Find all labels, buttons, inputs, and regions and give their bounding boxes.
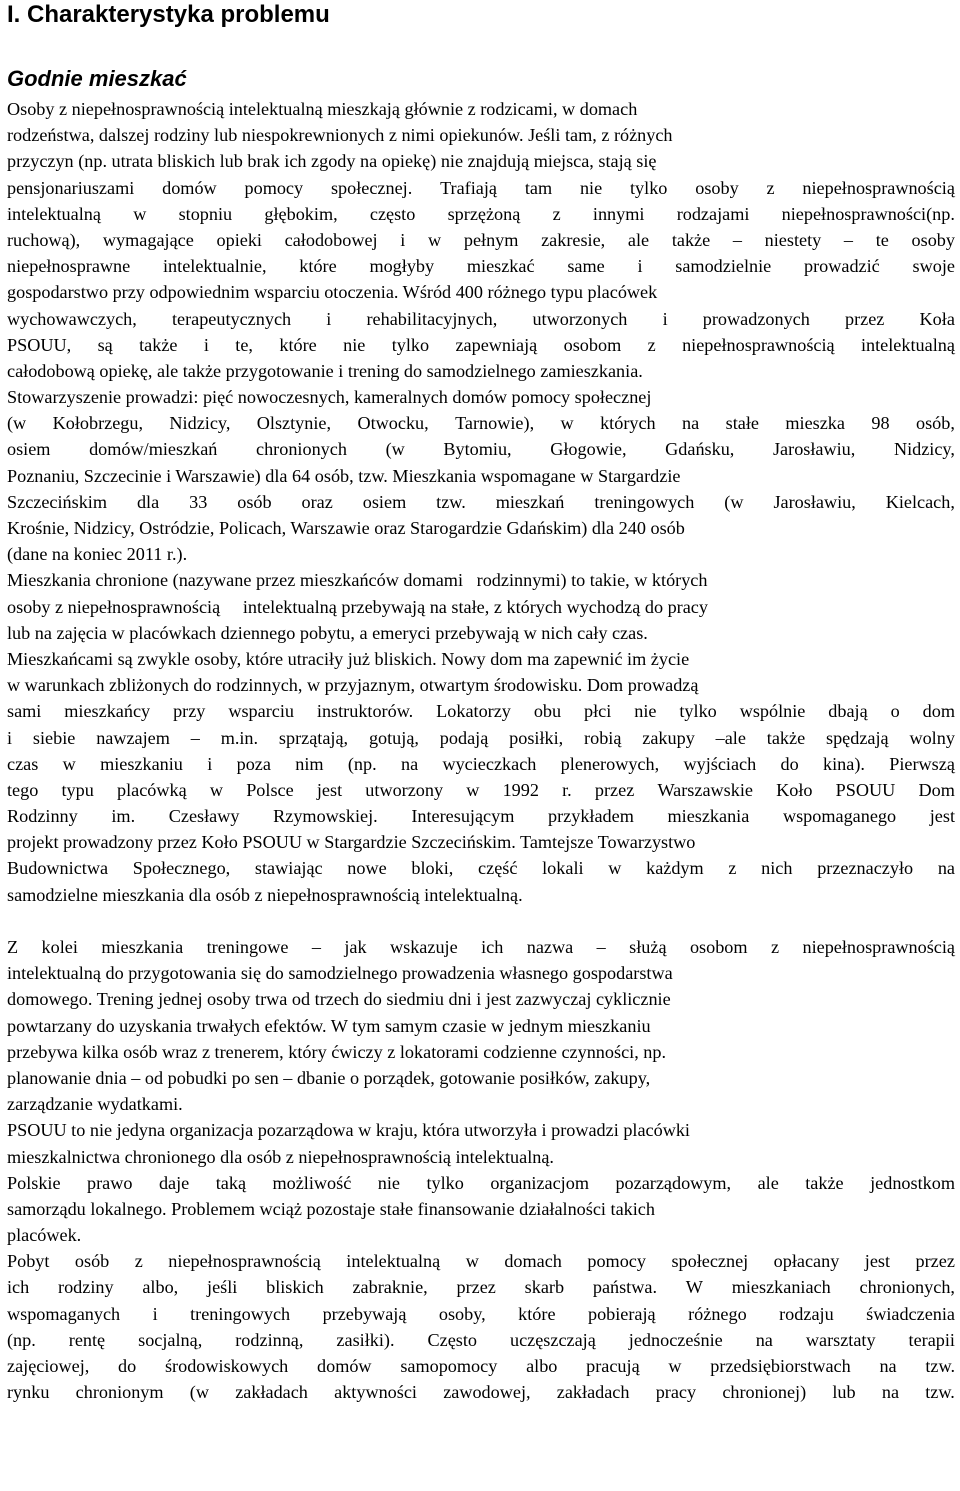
- text-line: osiem domów/mieszkań chronionych (w Bytomiu, Głogowie, Gdańsku, Jarosławiu, Nidzicy,: [7, 439, 955, 460]
- text-line: w warunkach zbliżonych do rodzinnych, w przyjaznym, otwartym środowisku. Dom prowadzą: [7, 675, 699, 696]
- text-line: gospodarstwo przy odpowiednim wsparciu otoczenia. Wśród 400 różnego typu placówek: [7, 282, 658, 303]
- text-line: rodzeństwa, dalszej rodziny lub niespokrewnionych z nimi opiekunów. Jeśli tam, z różnych: [7, 125, 673, 146]
- text-line: całodobową opiekę, ale także przygotowanie i trening do samodzielnego zamieszkania.: [7, 360, 643, 381]
- text-line: tego typu placówką w Polsce jest utworzony w 1992 r. przez Warszawskie Koło PSOUU Dom: [7, 779, 955, 800]
- text-line: wspomaganych i treningowych przebywają osoby, które pobierają różnego rodzaju świadczenia: [7, 1303, 955, 1324]
- text-line: Mieszkańcami są zwykle osoby, które utraciły już bliskich. Nowy dom ma zapewnić im życie: [7, 648, 690, 669]
- text-line: samodzielne mieszkania dla osób z niepełnosprawnością intelektualną.: [7, 884, 523, 905]
- text-line: Osoby z niepełnosprawnością intelektualną mieszkają głównie z rodzicami, w domach: [7, 99, 638, 119]
- text-line: wychowawczych, terapeutycznych i rehabilitacyjnych, utworzonych i prowadzonych przez Koła: [7, 308, 955, 329]
- text-line: Polskie prawo daje taką możliwość nie tylko organizacjom pozarządowym, ale także jednostkom: [7, 1172, 955, 1193]
- text-line: PSOUU, są także i te, które nie tylko zapewniają osobom z niepełnosprawnością intelektualną: [7, 334, 955, 355]
- text-line: domowego. Trening jednej osoby trwa od trzech do siedmiu dni i jest zazwyczaj cyklicznie: [7, 989, 671, 1010]
- body-text: [7, 96, 955, 1405]
- text-line: Stowarzyszenie prowadzi: pięć nowoczesnych, kameralnych domów pomocy społecznej: [7, 387, 652, 408]
- text-line: Pobyt osób z niepełnosprawnością intelektualną w domach pomocy społecznej opłacany jest przez: [7, 1251, 955, 1272]
- section-heading: I. Charakterystyka problemu: [7, 1, 330, 28]
- text-line: powtarzany do uzyskania trwałych efektów. W tym samym czasie w jednym mieszkaniu: [7, 1015, 651, 1036]
- text-line: intelektualną do przygotowania się do samodzielnego prowadzenia własnego gospodarstwa: [7, 963, 673, 984]
- text-line: zarządzanie wydatkami.: [7, 1094, 183, 1115]
- text-line: przebywa kilka osób wraz z trenerem, który ćwiczy z lokatorami codzienne czynności, np.: [7, 1041, 667, 1062]
- text-line: Rodzinny im. Czesławy Rzymowskiej. Interesującym przykładem mieszkania wspomaganego jest: [7, 806, 955, 827]
- text-line: czas w mieszkaniu i poza nim (np. na wycieczkach plenerowych, wyjściach do kina). Pierwszą: [7, 753, 955, 774]
- text-line: projekt prowadzony przez Koło PSOUU w Stargardzie Szczecińskim. Tamtejsze Towarzystwo: [7, 832, 696, 853]
- text-line: Budownictwa Społecznego, stawiając nowe bloki, część lokali w każdym z nich przeznaczyło na: [7, 858, 955, 879]
- text-line: intelektualną w stopniu głębokim, często sprzężoną z innymi rodzajami niepełnosprawności(np.: [7, 203, 955, 224]
- text-line: Mieszkania chronione (nazywane przez mieszkańców domami rodzinnymi) to takie, w których: [7, 570, 708, 591]
- text-line: (dane na koniec 2011 r.).: [7, 544, 188, 565]
- text-line: (np. rentę socjalną, rodzinną, zasiłki). Często uczęszczają jednocześnie na warsztaty terapii: [7, 1329, 955, 1350]
- text-line: rynku chronionym (w zakładach aktywności zawodowej, zakładach pracy chronionej) lub na tzw.: [7, 1382, 955, 1403]
- subsection-heading: Godnie mieszkać: [7, 66, 187, 91]
- text-line: (w Kołobrzegu, Nidzicy, Olsztynie, Otwocku, Tarnowie), w których na stałe mieszka 98 osób,: [7, 413, 955, 434]
- text-line: ich rodziny albo, jeśli bliskich zabraknie, przez skarb państwa. W mieszkaniach chronionych,: [7, 1277, 955, 1298]
- text-line: planowanie dnia – od pobudki po sen – dbanie o porządek, gotowanie posiłków, zakupy,: [7, 1067, 651, 1088]
- text-line: zajęciowej, do środowiskowych domów samopomocy albo pracują w przedsiębiorstwach na tzw.: [7, 1356, 955, 1376]
- text-line: ruchową), wymagające opieki całodobowej i w pełnym zakresie, ale także – niestety – te osoby: [7, 229, 955, 250]
- text-line: lub na zajęcia w placówkach dziennego pobytu, a emeryci przebywają w nich cały czas.: [7, 622, 648, 643]
- text-line: przyczyn (np. utrata bliskich lub brak ich zgody na opiekę) nie znajdują miejsca, stają się: [7, 151, 657, 172]
- text-line: Szczecińskim dla 33 osób oraz osiem tzw. mieszkań treningowych (w Jarosławiu, Kielcach,: [7, 491, 955, 512]
- text-line: Krośnie, Nidzicy, Ostródzie, Policach, Warszawie oraz Starogardzie Gdańskim) dla 240 osób: [7, 518, 685, 538]
- text-line: osoby z niepełnosprawnością intelektualną przebywają na stałe, z których wychodzą do pracy: [7, 596, 708, 617]
- text-line: placówek.: [7, 1225, 82, 1246]
- text-line: PSOUU to nie jedyna organizacja pozarządowa w kraju, która utworzyła i prowadzi placówki: [7, 1120, 690, 1141]
- text-line: Z kolei mieszkania treningowe – jak wskazuje ich nazwa – służą osobom z niepełnosprawnością: [7, 937, 955, 957]
- text-line: mieszkalnictwa chronionego dla osób z niepełnosprawnością intelektualną.: [7, 1146, 554, 1167]
- text-line: i siebie nawzajem – m.in. sprzątają, gotują, podają posiłki, robią zakupy –ale także spędzają wolny: [7, 727, 955, 748]
- text-line: samorządu lokalnego. Problemem wciąż pozostaje stałe finansowanie działalności takich: [7, 1198, 655, 1219]
- text-line: niepełnosprawne intelektualnie, które mogłyby mieszkać same i samodzielnie prowadzić swoje: [7, 256, 955, 277]
- paragraph-gap: [7, 908, 955, 934]
- text-line: sami mieszkańcy przy wsparciu instruktorów. Lokatorzy obu płci nie tylko wspólnie dbają o dom: [7, 701, 955, 722]
- text-line: Poznaniu, Szczecinie i Warszawie) dla 64 osób, tzw. Mieszkania wspomagane w Stargardzie: [7, 465, 681, 486]
- text-line: pensjonariuszami domów pomocy społecznej. Trafiają tam nie tylko osoby z niepełnosprawnością: [7, 177, 955, 198]
